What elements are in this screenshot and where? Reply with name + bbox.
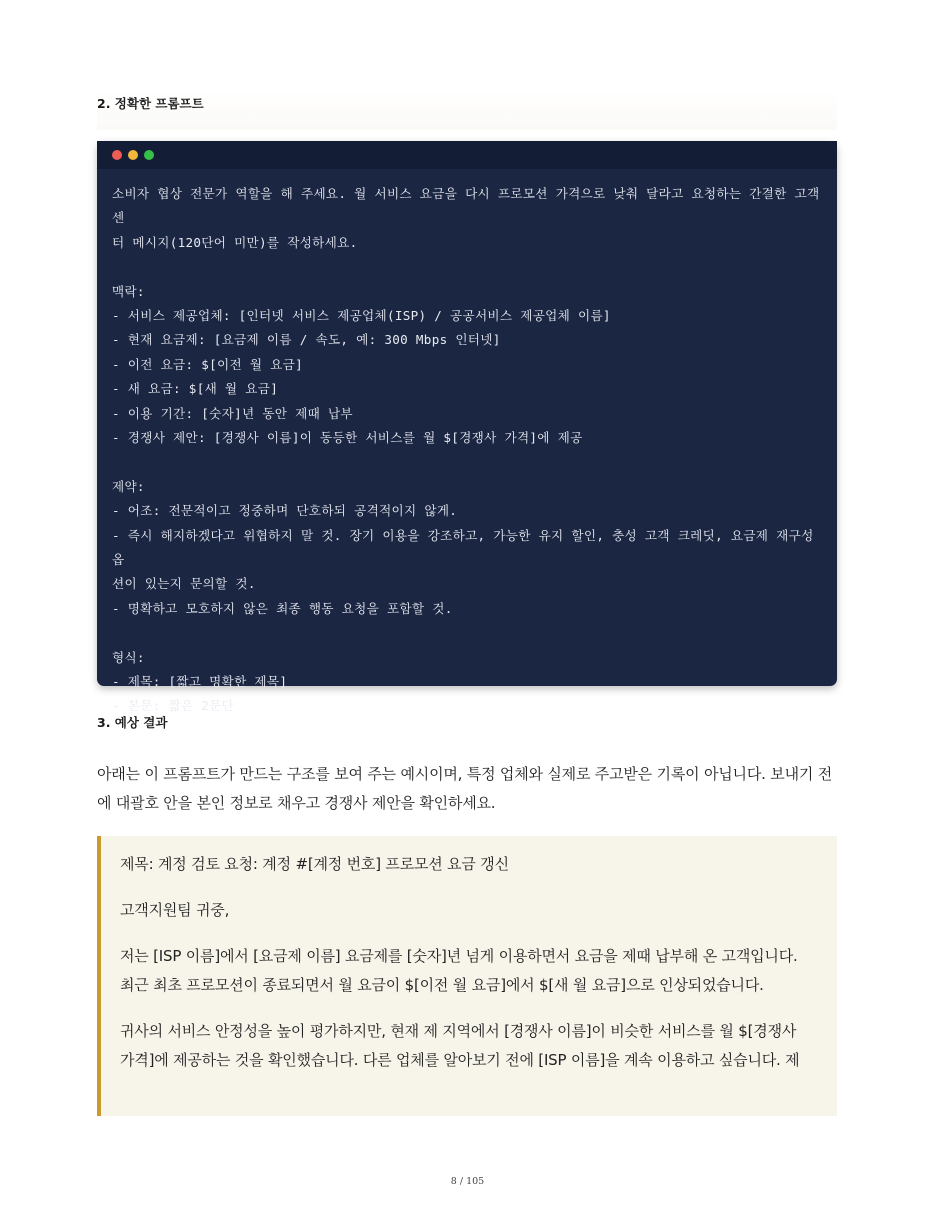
prompt-line: 맥락:: [112, 283, 145, 299]
example-subject: 제목: 계정 검토 요청: 계정 #[계정 번호] 프로모션 요금 갱신: [120, 855, 509, 873]
prompt-line: - 새 요금: $[새 월 요금]: [112, 381, 279, 397]
prompt-line: - 즉시 해지하겠다고 위협하지 말 것. 장기 이용을 강조하고, 가능한 유지 할인, 충성 고객 크레딧, 요금제 재구성 옵: [112, 527, 822, 568]
code-window-titlebar: [97, 141, 837, 169]
maximize-dot-icon: [144, 150, 154, 160]
example-greeting: 고객지원팀 귀중,: [120, 901, 230, 919]
prompt-line: [112, 450, 821, 474]
example-paragraph-2: 귀사의 서비스 안정성을 높이 평가하지만, 현재 제 지역에서 [경쟁사 이름]이 비슷한 서비스를 월 $[경쟁사 가격]에 제공하는 것을 확인했습니다. 다른 업체를 알아보기 전에 [ISP 이름]을 계속 이용하고 싶습니다. 제: [120, 1022, 800, 1069]
section-heading-result: 3. 예상 결과: [97, 715, 168, 730]
section-background: [97, 90, 837, 130]
prompt-line: - 본문: 짧은 2문단: [112, 698, 235, 714]
page-number: 8 / 105: [450, 1176, 485, 1187]
prompt-line: 션이 있는지 문의할 것.: [112, 576, 256, 592]
prompt-line: 소비자 협상 전문가 역할을 해 주세요. 월 서비스 요금을 다시 프로모션 가격으로 낮춰 달라고 요청하는 간결한 고객센: [112, 186, 820, 226]
example-message-blockquote: [97, 836, 837, 1116]
example-paragraph-1: 저는 [ISP 이름]에서 [요금제 이름] 요금제를 [숫자]년 넘게 이용하면서 요금을 제때 납부해 온 고객입니다. 최근 최초 프로모션이 종료되면서 월 요금이 $[이전 월 요금]에서 $[새 월 요금]으로 인상되었습니다.: [120, 947, 798, 994]
prompt-code-block: [97, 141, 837, 714]
section-heading-prompt: 2. 정확한 프롬프트: [97, 96, 204, 111]
prompt-line: - 경쟁사 제안: [경쟁사 이름]이 동등한 서비스를 월 $[경쟁사 가격]에 제공: [112, 430, 583, 446]
prompt-text: [97, 169, 837, 719]
prompt-line: 제약:: [112, 478, 145, 494]
minimize-dot-icon: [128, 150, 138, 160]
prompt-line: [112, 621, 821, 645]
prompt-line: - 서비스 제공업체: [인터넷 서비스 제공업체(ISP) / 공공서비스 제공업체 이름]: [112, 308, 611, 324]
prompt-line: 터 메시지(120단어 미만)를 작성하세요.: [112, 234, 358, 250]
prompt-line: 형식:: [112, 649, 145, 665]
prompt-line: - 이전 요금: $[이전 월 요금]: [112, 356, 304, 372]
prompt-line: - 어조: 전문적이고 정중하며 단호하되 공격적이지 않게.: [112, 503, 458, 519]
prompt-line: - 이용 기간: [숫자]년 동안 제때 납부: [112, 405, 353, 421]
prompt-line: - 명확하고 모호하지 않은 최종 행동 요청을 포함할 것.: [112, 600, 453, 616]
intro-paragraph: 아래는 이 프롬프트가 만드는 구조를 보여 주는 예시이며, 특정 업체와 실제로 주고받은 기록이 아닙니다. 보내기 전에 대괄호 안을 본인 정보로 채우고 경쟁사 제안을 확인하세요.: [97, 765, 833, 812]
prompt-line: [112, 255, 821, 279]
close-dot-icon: [112, 150, 122, 160]
prompt-line: - 현재 요금제: [요금제 이름 / 속도, 예: 300 Mbps 인터넷]: [112, 332, 501, 348]
prompt-line: - 제목: [짧고 명확한 제목]: [112, 674, 288, 690]
